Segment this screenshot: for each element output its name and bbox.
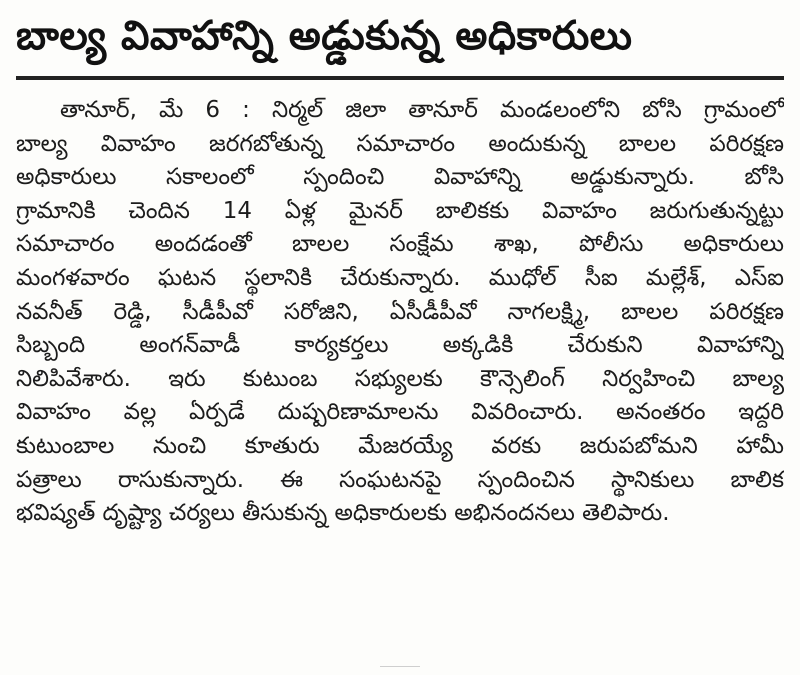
article-line: వివాహం వల్ల ఏర్పడే దుష్పరిణామాలను వివరించారు. అనంతరం ఇద్దరి <box>16 399 784 426</box>
article-line: నిలిపివేశారు. ఇరు కుటుంబ సభ్యులకు కౌన్సెలింగ్ నిర్వహించి బాల్య <box>16 365 784 392</box>
article-line: సమాచారం అందడంతో బాలల సంక్షేమ శాఖ, పోలీసు అధికారులు <box>16 231 784 258</box>
article-line: తానూర్, మే 6 : నిర్మల్ జిలా తానూర్ మండలంలోని బోసి గ్రామంలో <box>60 97 784 123</box>
article-body <box>16 94 784 531</box>
article-line: గ్రామానికి చెందిన 14 ఏళ్ల మైనర్ బాలికకు వివాహం జరుగుతున్నట్టు <box>16 197 784 224</box>
article-line: పత్రాలు రాసుకున్నారు. ఈ సంఘటనపై స్పందించిన స్థానికులు బాలిక <box>16 466 784 493</box>
article-line: అధికారులు సకాలంలో స్పందించి వివాహాన్ని అడ్డుకున్నారు. బోసి <box>16 164 784 191</box>
fold-mark <box>380 666 420 673</box>
headline: బాల్య వివాహాన్ని అడ్డుకున్న అధికారులు <box>16 13 633 59</box>
article-line: భవిష్యత్ దృష్ట్యా చర్యలు తీసుకున్న అధికారులకు అభినందనలు తెలిపారు. <box>16 500 670 527</box>
article-line: నవనీత్ రెడ్డి, సీడీపీవో సరోజిని, ఏసీడీపీవో నాగలక్ష్మి, బాలల పరిరక్షణ <box>16 298 784 325</box>
headline-rule <box>16 76 784 80</box>
article-line: కుటుంబాల నుంచి కూతురు మేజరయ్యే వరకు జరుపబోమని హామీ <box>16 432 784 459</box>
article-line: బాల్య వివాహం జరగబోతున్న సమాచారం అందుకున్న బాలల పరిరక్షణ <box>16 130 784 157</box>
article-line: మంగళవారం ఘటన స్థలానికి చేరుకున్నారు. ముధోల్ సీఐ మల్లేశ్, ఎస్ఐ <box>16 264 784 291</box>
article-line: సిబ్బంది అంగన్‌వాడీ కార్యకర్తలు అక్కడికి చేరుకుని వివాహాన్ని <box>16 332 784 359</box>
